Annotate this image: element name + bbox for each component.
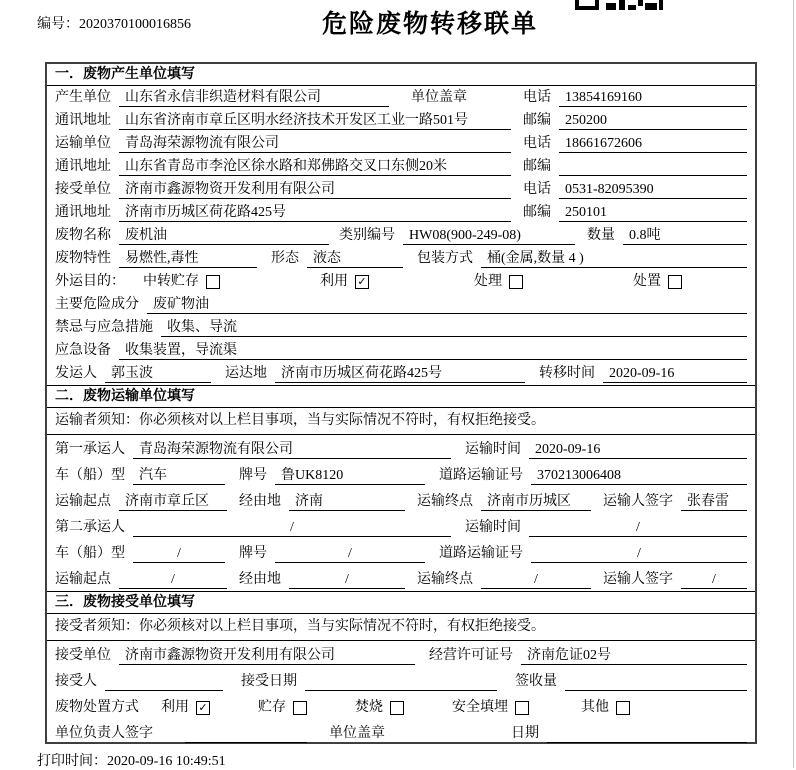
checkbox-option-transfer-storage xyxy=(143,273,220,291)
checkbox-icon xyxy=(668,275,682,289)
sign2-value: / xyxy=(681,571,747,589)
unit-seal-label: 单位盖章 xyxy=(411,90,467,105)
category-value: HW08(900-249-08) xyxy=(403,227,575,245)
transporter-notice: 运输者须知：你必须核对以上栏目事项，当与实际情况不符时，有权拒绝接受。 xyxy=(47,408,755,435)
equipment-label: 应急设备 xyxy=(55,343,111,358)
time2-label: 运输时间 xyxy=(465,520,521,535)
emergency-value: 收集、导流 xyxy=(161,319,747,337)
transfer-time-label: 转移时间 xyxy=(539,366,595,381)
vehicle2-row xyxy=(47,539,755,565)
checkbox-label: 处置 xyxy=(633,274,661,289)
vehicle1-label: 车（船）型 xyxy=(55,468,125,483)
print-time-line xyxy=(37,750,226,770)
qr-code-fragment xyxy=(575,0,663,16)
phone2-label: 电话 xyxy=(523,136,551,151)
transfer-time-value: 2020-09-16 xyxy=(603,365,747,383)
plate1-value: 鲁UK8120 xyxy=(275,467,425,485)
shipper-label: 发运人 xyxy=(55,366,97,381)
via2-value: / xyxy=(289,571,405,589)
end2-label: 运输终点 xyxy=(417,572,473,587)
accepting-unit-value: 济南市鑫源物资开发利用有限公司 xyxy=(119,647,415,665)
checkbox-label: 其他 xyxy=(581,700,609,715)
responsible-sign-row xyxy=(47,719,755,745)
phone2-value: 18661672606 xyxy=(559,135,747,153)
form-label: 形态 xyxy=(271,251,299,266)
checkbox-icon xyxy=(293,701,307,715)
checkbox-option-utilize2 xyxy=(161,699,210,717)
unit-seal2-label: 单位盖章 xyxy=(329,726,385,741)
addr3-label: 通讯地址 xyxy=(55,205,111,220)
route2-row xyxy=(47,565,755,591)
shipper-row xyxy=(47,362,755,385)
via1-label: 经由地 xyxy=(239,494,281,509)
dest-value: 济南市历城区荷花路425号 xyxy=(275,365,525,383)
vehicle1-value: 汽车 xyxy=(133,467,225,485)
checkbox-icon xyxy=(509,275,523,289)
origin1-value: 济南市章丘区 xyxy=(119,493,227,511)
checkbox-option-landfill xyxy=(452,699,529,717)
vehicle1-row xyxy=(47,461,755,487)
sign1-value: 张春雷 xyxy=(681,493,747,511)
end1-label: 运输终点 xyxy=(417,494,473,509)
zip2-value xyxy=(559,158,747,176)
plate2-value: / xyxy=(275,545,425,563)
hazard-row xyxy=(47,293,755,316)
checkbox-option-treat xyxy=(474,273,523,291)
recipient-label: 接受人 xyxy=(55,674,97,689)
checkbox-label: 中转贮存 xyxy=(143,274,199,289)
shipper-value: 郭玉波 xyxy=(105,365,211,383)
addr2-label: 通讯地址 xyxy=(55,159,111,174)
carrier2-value: / xyxy=(133,519,451,537)
traits-value: 易燃性,毒性 xyxy=(119,250,257,268)
zip1-value: 250200 xyxy=(559,112,747,130)
producer-row xyxy=(47,86,755,109)
page-title: 危险废物转移联单 xyxy=(321,11,538,38)
end2-value: / xyxy=(481,571,591,589)
origin1-label: 运输起点 xyxy=(55,494,111,509)
responsible-sign-value xyxy=(185,725,307,743)
carrier1-label: 第一承运人 xyxy=(55,442,125,457)
print-time-label: 打印时间： xyxy=(37,754,107,769)
vehicle2-value: / xyxy=(133,545,225,563)
permit-label: 经营许可证号 xyxy=(429,648,513,663)
plate1-label: 牌号 xyxy=(239,468,267,483)
zip3-value: 250101 xyxy=(559,204,747,222)
scan-page-edge xyxy=(793,0,794,768)
hazard-label: 主要危险成分 xyxy=(55,297,139,312)
amount-label: 签收量 xyxy=(515,674,557,689)
responsible-sign-label: 单位负责人签字 xyxy=(55,726,153,741)
accept-date-label: 接受日期 xyxy=(241,674,297,689)
producer-address-row xyxy=(47,109,755,132)
packaging-value: 桶(金属,数量 4 ) xyxy=(481,250,747,268)
license1-label: 道路运输证号 xyxy=(439,468,523,483)
checkbox-label: 焚烧 xyxy=(355,700,383,715)
checkbox-icon: ✓ xyxy=(355,275,369,289)
waste-name-value: 废机油 xyxy=(119,227,329,245)
addr1-value: 山东省济南市章丘区明水经济技术开发区工业一路501号 xyxy=(119,112,511,130)
receiver-value: 济南市鑫源物资开发利用有限公司 xyxy=(119,181,511,199)
transporter-value: 青岛海荣源物流有限公司 xyxy=(119,135,511,153)
section1-header: 一．废物产生单位填写 xyxy=(47,64,755,86)
amount-value xyxy=(565,673,747,691)
checkbox-icon: ✓ xyxy=(196,701,210,715)
sign1-label: 运输人签字 xyxy=(603,494,673,509)
checkbox-option-store xyxy=(258,699,307,717)
producer-value: 山东省永信非织造材料有限公司 xyxy=(119,89,389,107)
checkbox-label: 处理 xyxy=(474,274,502,289)
checkbox-label: 利用 xyxy=(320,274,348,289)
carrier2-label: 第二承运人 xyxy=(55,520,125,535)
end1-value: 济南市历城区 xyxy=(481,493,591,511)
addr1-label: 通讯地址 xyxy=(55,113,111,128)
equipment-row xyxy=(47,339,755,362)
dest-label: 运达地 xyxy=(225,366,267,381)
carrier1-row xyxy=(47,435,755,461)
checkbox-icon xyxy=(390,701,404,715)
manifest-form xyxy=(45,62,757,744)
carrier1-value: 青岛海荣源物流有限公司 xyxy=(133,441,451,459)
zip1-label: 邮编 xyxy=(523,113,551,128)
category-label: 类别编号 xyxy=(339,228,395,243)
time2-value: / xyxy=(529,519,747,537)
disposal-label: 废物处置方式 xyxy=(55,700,139,715)
checkbox-option-incinerate xyxy=(355,699,404,717)
vehicle2-label: 车（船）型 xyxy=(55,546,125,561)
quantity-label: 数量 xyxy=(587,228,615,243)
disposal-method-row xyxy=(47,693,755,719)
receiver-notice: 接受者须知：你必须核对以上栏目事项，当与实际情况不符时，有权拒绝接受。 xyxy=(47,614,755,641)
print-time-value: 2020-09-16 10:49:51 xyxy=(107,754,226,769)
producer-label: 产生单位 xyxy=(55,90,111,105)
receiver-label: 接受单位 xyxy=(55,182,111,197)
transporter-address-row xyxy=(47,155,755,178)
equipment-value: 收集装置，导流渠 xyxy=(119,342,747,360)
checkbox-option-other xyxy=(581,699,630,717)
quantity-value: 0.8吨 xyxy=(623,227,747,245)
purpose-row xyxy=(47,270,755,293)
accepting-unit-label: 接受单位 xyxy=(55,648,111,663)
origin2-value: / xyxy=(119,571,227,589)
addr3-value: 济南市历城区荷花路425号 xyxy=(119,204,511,222)
license2-label: 道路运输证号 xyxy=(439,546,523,561)
permit-value: 济南危证02号 xyxy=(521,647,747,665)
time1-value: 2020-09-16 xyxy=(529,441,747,459)
waste-name-row xyxy=(47,224,755,247)
accept-date-value xyxy=(305,673,497,691)
checkbox-option-utilize xyxy=(320,273,369,291)
date2-label: 日期 xyxy=(511,726,539,741)
plate2-label: 牌号 xyxy=(239,546,267,561)
receiver-row xyxy=(47,178,755,201)
checkbox-label: 贮存 xyxy=(258,700,286,715)
phone3-label: 电话 xyxy=(523,182,551,197)
emergency-label: 禁忌与应急措施 xyxy=(55,320,153,335)
via1-value: 济南 xyxy=(289,493,405,511)
packaging-label: 包装方式 xyxy=(417,251,473,266)
purpose-label: 外运目的： xyxy=(55,274,125,289)
transporter-label: 运输单位 xyxy=(55,136,111,151)
license1-value: 370213006408 xyxy=(531,467,747,485)
checkbox-label: 安全填埋 xyxy=(452,700,508,715)
phone1-value: 13854169160 xyxy=(559,89,747,107)
carrier2-row xyxy=(47,513,755,539)
checkbox-icon xyxy=(206,275,220,289)
recipient-value xyxy=(105,673,223,691)
serial-label: 编号： xyxy=(37,17,79,32)
waste-name-label: 废物名称 xyxy=(55,228,111,243)
license2-value: / xyxy=(531,545,747,563)
checkbox-option-dispose xyxy=(633,273,682,291)
checkbox-icon xyxy=(515,701,529,715)
section2-header: 二．废物运输单位填写 xyxy=(47,385,755,408)
zip2-label: 邮编 xyxy=(523,159,551,174)
route1-row xyxy=(47,487,755,513)
zip3-label: 邮编 xyxy=(523,205,551,220)
accepting-unit-row xyxy=(47,641,755,667)
addr2-value: 山东省青岛市李沧区徐水路和郑佛路交叉口东侧20米 xyxy=(119,158,511,176)
time1-label: 运输时间 xyxy=(465,442,521,457)
serial-number: 2020370100016856 xyxy=(79,17,191,32)
checkbox-icon xyxy=(616,701,630,715)
form-value: 液态 xyxy=(307,250,403,268)
recipient-row xyxy=(47,667,755,693)
receiver-address-row xyxy=(47,201,755,224)
checkbox-label: 利用 xyxy=(161,700,189,715)
emergency-row xyxy=(47,316,755,339)
hazard-value: 废矿物油 xyxy=(147,296,747,314)
date2-value xyxy=(547,725,747,743)
sign2-label: 运输人签字 xyxy=(603,572,673,587)
phone1-label: 电话 xyxy=(523,90,551,105)
via2-label: 经由地 xyxy=(239,572,281,587)
origin2-label: 运输起点 xyxy=(55,572,111,587)
section3-header: 三．废物接受单位填写 xyxy=(47,591,755,614)
waste-traits-row xyxy=(47,247,755,270)
traits-label: 废物特性 xyxy=(55,251,111,266)
transporter-row xyxy=(47,132,755,155)
phone3-value: 0531-82095390 xyxy=(559,181,747,199)
